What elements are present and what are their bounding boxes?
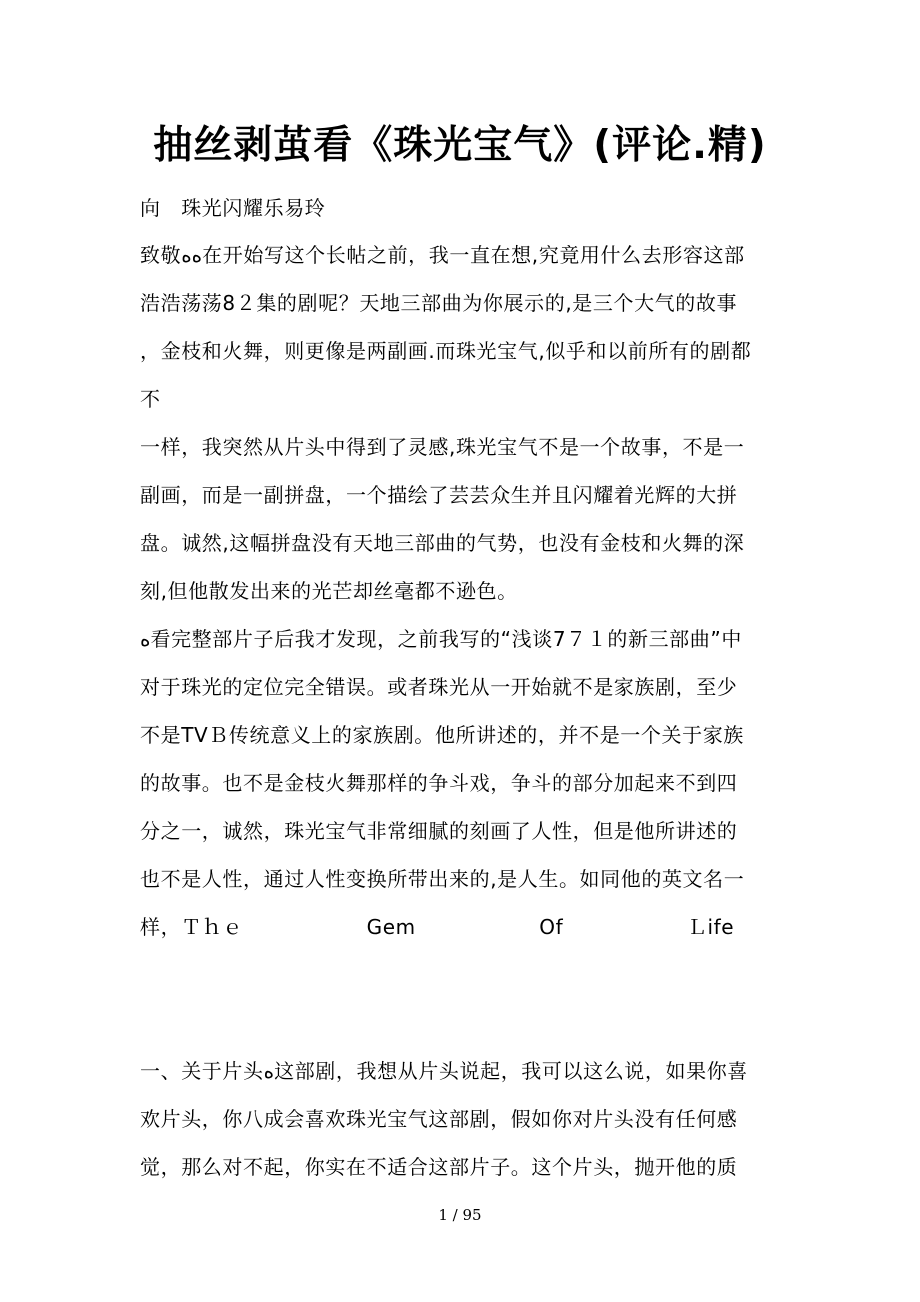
paragraph-line: 不是TVＢ传统意义上的家族剧。他所讲述的，并不是一个关于家族 bbox=[140, 723, 744, 747]
paragraph-line: ﻩ看完整部片子后我才发现，之前我写的“浅谈7７１的新三部曲”中 bbox=[140, 627, 742, 651]
document-title: 抽丝剥茧看《珠光宝气》(评论.精) bbox=[153, 123, 767, 168]
paragraph-line: 也不是人性，通过人性变换所带出来的,是人生。如同他的英文名一 bbox=[140, 867, 745, 891]
paragraph-line: 副画，而是一副拼盘，一个描绘了芸芸众生并且闪耀着光辉的大拼 bbox=[140, 483, 738, 507]
paragraph-line: 对于珠光的定位完全错误。或者珠光从一开始就不是家族剧，至少 bbox=[140, 675, 738, 699]
paragraph-line: 盘。诚然,这幅拼盘没有天地三部曲的气势，也没有金枝和火舞的深 bbox=[140, 531, 745, 555]
paragraph-line: 刻,但他散发出来的光芒却丝毫都不逊色。 bbox=[140, 579, 518, 603]
page-number: 1 / 95 bbox=[438, 1206, 482, 1224]
paragraph-line: 一样，我突然从片头中得到了灵感,珠光宝气不是一个故事，不是一 bbox=[140, 435, 745, 459]
paragraph-line: 不 bbox=[140, 387, 161, 411]
paragraph-line: 一、关于片头ﻩ这部剧，我想从片头说起，我可以这么说，如果你喜 bbox=[140, 1059, 748, 1083]
paragraph-line: 的故事。也不是金枝火舞那样的争斗戏，争斗的部分加起来不到四 bbox=[140, 771, 738, 795]
paragraph-line: 致敬ﻩﻩ在开始写这个长帖之前，我一直在想,究竟用什么去形容这部 bbox=[140, 243, 745, 267]
paragraph-line: 欢片头，你八成会喜欢珠光宝气这部剧，假如你对片头没有任何感 bbox=[140, 1107, 738, 1131]
paragraph-line: 觉，那么对不起，你实在不适合这部片子。这个片头，抛开他的质 bbox=[140, 1155, 738, 1179]
paragraph-line: 分之一，诚然，珠光宝气非常细腻的刻画了人性，但是他所讲述的 bbox=[140, 819, 738, 843]
paragraph-line: 向 珠光闪耀乐易玲 bbox=[140, 196, 326, 220]
paragraph-line: 样，Ｔｈｅ Gem Of Ｌife bbox=[140, 915, 735, 939]
paragraph-line: ，金枝和火舞，则更像是两副画.而珠光宝气,似乎和以前所有的剧都 bbox=[140, 339, 752, 363]
paragraph-line: 浩浩荡荡8２集的剧呢？天地三部曲为你展示的,是三个大气的故事 bbox=[140, 291, 738, 315]
